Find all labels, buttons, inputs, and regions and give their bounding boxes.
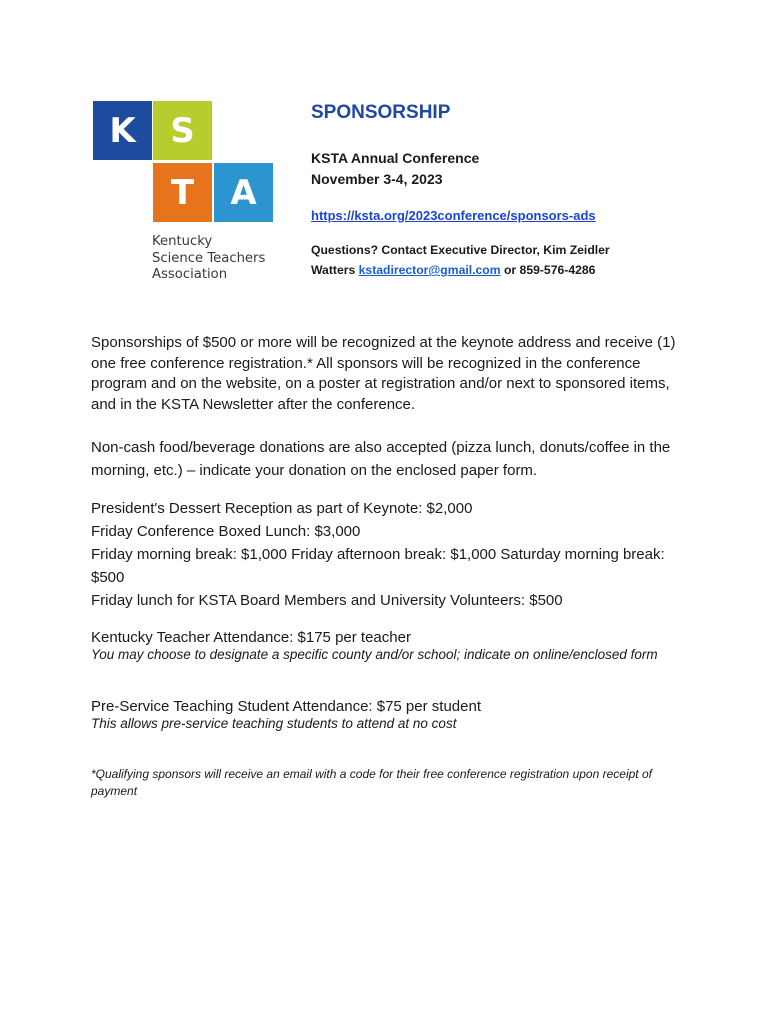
contact-suffix: or 859-576-4286 xyxy=(500,263,596,277)
conference-name: KSTA Annual Conference xyxy=(311,150,480,166)
logo-line-3: Association xyxy=(152,267,228,282)
header-block xyxy=(311,100,641,280)
student-attendance-note: This allows pre-service teaching students to attend at no cost xyxy=(91,716,457,731)
student-attendance-section xyxy=(91,697,681,732)
list-item: Friday lunch for KSTA Board Members and University Volunteers: $500 xyxy=(91,592,563,609)
conference-dates: November 3-4, 2023 xyxy=(311,171,443,187)
logo-tile-k: K xyxy=(93,101,152,160)
qualifying-sponsors-footnote: *Qualifying sponsors will receive an email with a code for their free conference registration upon receipt of payment xyxy=(91,767,652,798)
page-title: SPONSORSHIP xyxy=(311,102,451,123)
student-attendance-title: Pre-Service Teaching Student Attendance: $75 per student xyxy=(91,698,481,715)
logo-line-1: Kentucky xyxy=(152,234,213,249)
sponsors-ads-link[interactable]: https://ksta.org/2023conference/sponsors-ads xyxy=(311,208,596,223)
contact-email-link[interactable]: kstadirector@gmail.com xyxy=(358,263,501,277)
logo-line-2: Science Teachers xyxy=(152,250,266,266)
contact-info xyxy=(311,240,641,280)
logo-tile-s: S xyxy=(153,101,212,160)
logo-tile-t: T xyxy=(153,163,212,222)
sponsorship-recognition-paragraph: Sponsorships of $500 or more will be recognized at the keynote address and receive (1) one free conference registration.* All sponsors will be recognized in the conference program and on the website, on a poster at registration and/or next to sponsored items, and in the KSTA Newsletter after the conference. xyxy=(91,334,676,413)
list-item: Friday morning break: $1,000 Friday afternoon break: $1,000 Saturday morning break: $500 xyxy=(91,546,665,586)
contact-prefix: Questions? Contact Executive Director, Kim Zeidler Watters xyxy=(311,243,610,277)
conference-info xyxy=(311,148,641,190)
teacher-attendance-section xyxy=(91,628,681,663)
list-item: Friday Conference Boxed Lunch: $3,000 xyxy=(91,523,361,540)
teacher-attendance-title: Kentucky Teacher Attendance: $175 per teacher xyxy=(91,629,411,646)
logo-wordmark xyxy=(152,234,265,284)
donation-paragraph: Non-cash food/beverage donations are also accepted (pizza lunch, donuts/coffee in the morning, etc.) – indicate your donation on the enclosed paper form. xyxy=(91,439,671,479)
ksta-logo xyxy=(93,101,273,286)
list-item: President's Dessert Reception as part of Keynote: $2,000 xyxy=(91,500,473,517)
sponsorship-items-list xyxy=(91,497,681,612)
logo-tile-a: A xyxy=(214,163,273,222)
teacher-attendance-note: You may choose to designate a specific county and/or school; indicate on online/enclosed form xyxy=(91,647,658,662)
